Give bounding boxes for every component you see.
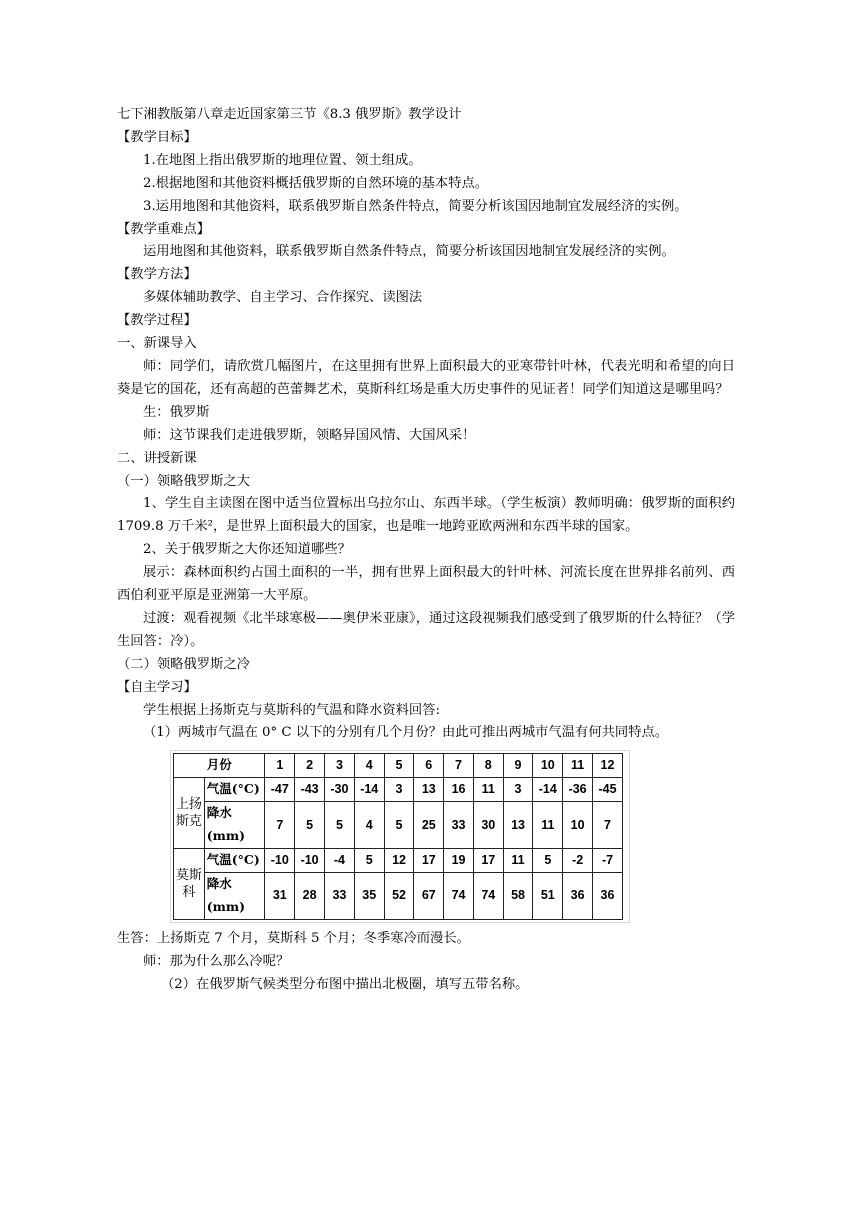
precip-cell: 74	[473, 872, 503, 919]
month-cell: 8	[473, 754, 503, 778]
part1-heading: 一、新课导入	[117, 336, 197, 352]
temp-cell: 11	[503, 849, 533, 873]
temp-cell: -10	[265, 849, 295, 873]
city-name-line: 斯克	[175, 814, 202, 830]
precip-cell: 13	[503, 802, 533, 849]
precip-cell: 10	[563, 802, 593, 849]
precip-cell: 36	[593, 872, 623, 919]
temp-cell: 3	[503, 778, 533, 802]
city-name-cell	[174, 778, 205, 849]
metric-label: 气温(°C)	[204, 849, 265, 873]
month-cell: 3	[325, 754, 355, 778]
precip-cell: 58	[503, 872, 533, 919]
precip-cell: 36	[563, 872, 593, 919]
precip-cell: 11	[533, 802, 563, 849]
paragraph: 生：俄罗斯	[143, 404, 210, 420]
city-name-line: 上扬	[175, 797, 202, 813]
key-points-text: 运用地图和其他资料，联系俄罗斯自然条件特点，简要分析该国因地制宜发展经济的实例。	[143, 244, 675, 260]
temp-cell: -43	[295, 778, 325, 802]
precip-cell: 35	[354, 872, 384, 919]
month-cell: 2	[295, 754, 325, 778]
precip-cell: 7	[593, 802, 623, 849]
table-row	[174, 872, 623, 919]
self-study-heading: 【自主学习】	[117, 679, 197, 695]
precip-cell: 33	[444, 802, 474, 849]
temp-cell: -14	[354, 778, 384, 802]
month-cell: 1	[265, 754, 295, 778]
key-points-heading: 【教学重难点】	[117, 221, 211, 237]
metric-label: 降水(mm)	[204, 802, 265, 849]
question-1: （1）两城市气温在 0° C 以下的分别有几个月份？由此可推出两城市气温有何共同特点。	[143, 725, 669, 741]
paragraph: 2、关于俄罗斯之大你还知道哪些？	[143, 542, 351, 558]
precip-cell: 25	[414, 802, 444, 849]
temp-cell: 17	[414, 849, 444, 873]
temp-cell: 5	[533, 849, 563, 873]
question-2: （2）在俄罗斯气候类型分布图中描出北极圈，填写五带名称。	[161, 976, 529, 992]
precip-cell: 4	[354, 802, 384, 849]
paragraph: 过渡：观看视频《北半球寒极——奥伊米亚康》，通过这段视频我们感受到了俄罗斯的什么特征？（学生回答：冷）。	[117, 610, 735, 649]
month-cell: 11	[563, 754, 593, 778]
metric-label: 降水(mm)	[204, 872, 265, 919]
month-cell: 4	[354, 754, 384, 778]
temp-cell: 13	[414, 778, 444, 802]
precip-cell: 67	[414, 872, 444, 919]
month-cell: 6	[414, 754, 444, 778]
climate-table	[173, 753, 623, 919]
precip-cell: 74	[444, 872, 474, 919]
temp-cell: -4	[325, 849, 355, 873]
city-name-line: 莫斯	[175, 867, 202, 883]
paragraph: 1、学生自主读图在图中适当位置标出乌拉尔山、东西半球。（学生板演）教师明确：俄罗斯的面积约 1709.8 万千米²，是世界上面积最大的国家，也是唯一地跨亚欧两洲和东西半球的国家。	[117, 496, 735, 535]
city-name-line: 科	[182, 884, 196, 900]
temp-cell: -7	[593, 849, 623, 873]
metric-label: 气温(°C)	[204, 778, 265, 802]
precip-cell: 52	[384, 872, 414, 919]
temp-cell: 5	[354, 849, 384, 873]
temp-cell: 3	[384, 778, 414, 802]
temp-cell: -2	[563, 849, 593, 873]
precip-cell: 33	[325, 872, 355, 919]
precip-cell: 51	[533, 872, 563, 919]
table-row	[174, 802, 623, 849]
precip-cell: 30	[473, 802, 503, 849]
month-cell: 9	[503, 754, 533, 778]
objectives-heading: 【教学目标】	[117, 129, 197, 145]
precip-cell: 31	[265, 872, 295, 919]
temp-cell: 17	[473, 849, 503, 873]
table-row	[174, 778, 623, 802]
precip-cell: 7	[265, 802, 295, 849]
process-heading: 【教学过程】	[117, 313, 197, 329]
month-cell: 10	[533, 754, 563, 778]
temp-cell: -45	[593, 778, 623, 802]
objective-item: 1.在地图上指出俄罗斯的地理位置、领土组成。	[143, 152, 422, 168]
objective-item: 3.运用地图和其他资料，联系俄罗斯自然条件特点，简要分析该国因地制宜发展经济的实例。	[143, 198, 688, 214]
month-cell: 5	[384, 754, 414, 778]
table-row	[174, 849, 623, 873]
part2-heading: 二、讲授新课	[117, 450, 197, 466]
sub2-heading: （二）领略俄罗斯之冷	[117, 656, 250, 672]
answer-1: 生答：上扬斯克 7 个月，莫斯科 5 个月；冬季寒冷而漫长。	[117, 930, 470, 946]
precip-cell: 5	[295, 802, 325, 849]
teacher-question: 师：那为什么那么冷呢？	[143, 953, 290, 969]
paragraph: 展示：森林面积约占国土面积的一半，拥有世界上面积最大的针叶林、河流长度在世界排名前列、西西伯利亚平原是亚洲第一大平原。	[117, 565, 735, 604]
temp-cell: 19	[444, 849, 474, 873]
temp-cell: 12	[384, 849, 414, 873]
city-name-cell	[174, 849, 205, 920]
paragraph: 学生根据上扬斯克与莫斯科的气温和降水资料回答:	[143, 702, 441, 718]
temp-cell: -36	[563, 778, 593, 802]
precip-cell: 5	[325, 802, 355, 849]
sub1-heading: （一）领略俄罗斯之大	[117, 473, 250, 489]
temp-cell: 16	[444, 778, 474, 802]
precip-cell: 28	[295, 872, 325, 919]
climate-table-figure	[171, 751, 629, 921]
paragraph: 师：同学们，请欣赏几幅图片，在这里拥有世界上面积最大的亚寒带针叶林，代表光明和希望的向日葵是它的国花，还有高超的芭蕾舞艺术，莫斯科红场是重大历史事件的见证者！同学们知道这是哪里吗？	[117, 358, 735, 397]
temp-cell: -47	[265, 778, 295, 802]
month-cell: 7	[444, 754, 474, 778]
table-header-row	[174, 754, 623, 778]
temp-cell: -30	[325, 778, 355, 802]
methods-heading: 【教学方法】	[117, 267, 197, 283]
objective-item: 2.根据地图和其他资料概括俄罗斯的自然环境的基本特点。	[143, 175, 489, 191]
temp-cell: -14	[533, 778, 563, 802]
table-header-label: 月份	[174, 754, 265, 778]
paragraph: 师：这节课我们走进俄罗斯，领略异国风情、大国风采！	[143, 427, 476, 443]
doc-title: 七下湘教版第八章走近国家第三节《8.3 俄罗斯》教学设计	[117, 107, 462, 122]
precip-cell: 5	[384, 802, 414, 849]
temp-cell: -10	[295, 849, 325, 873]
temp-cell: 11	[473, 778, 503, 802]
methods-text: 多媒体辅助教学、自主学习、合作探究、读图法	[143, 290, 423, 306]
month-cell: 12	[593, 754, 623, 778]
document-page	[117, 104, 735, 996]
